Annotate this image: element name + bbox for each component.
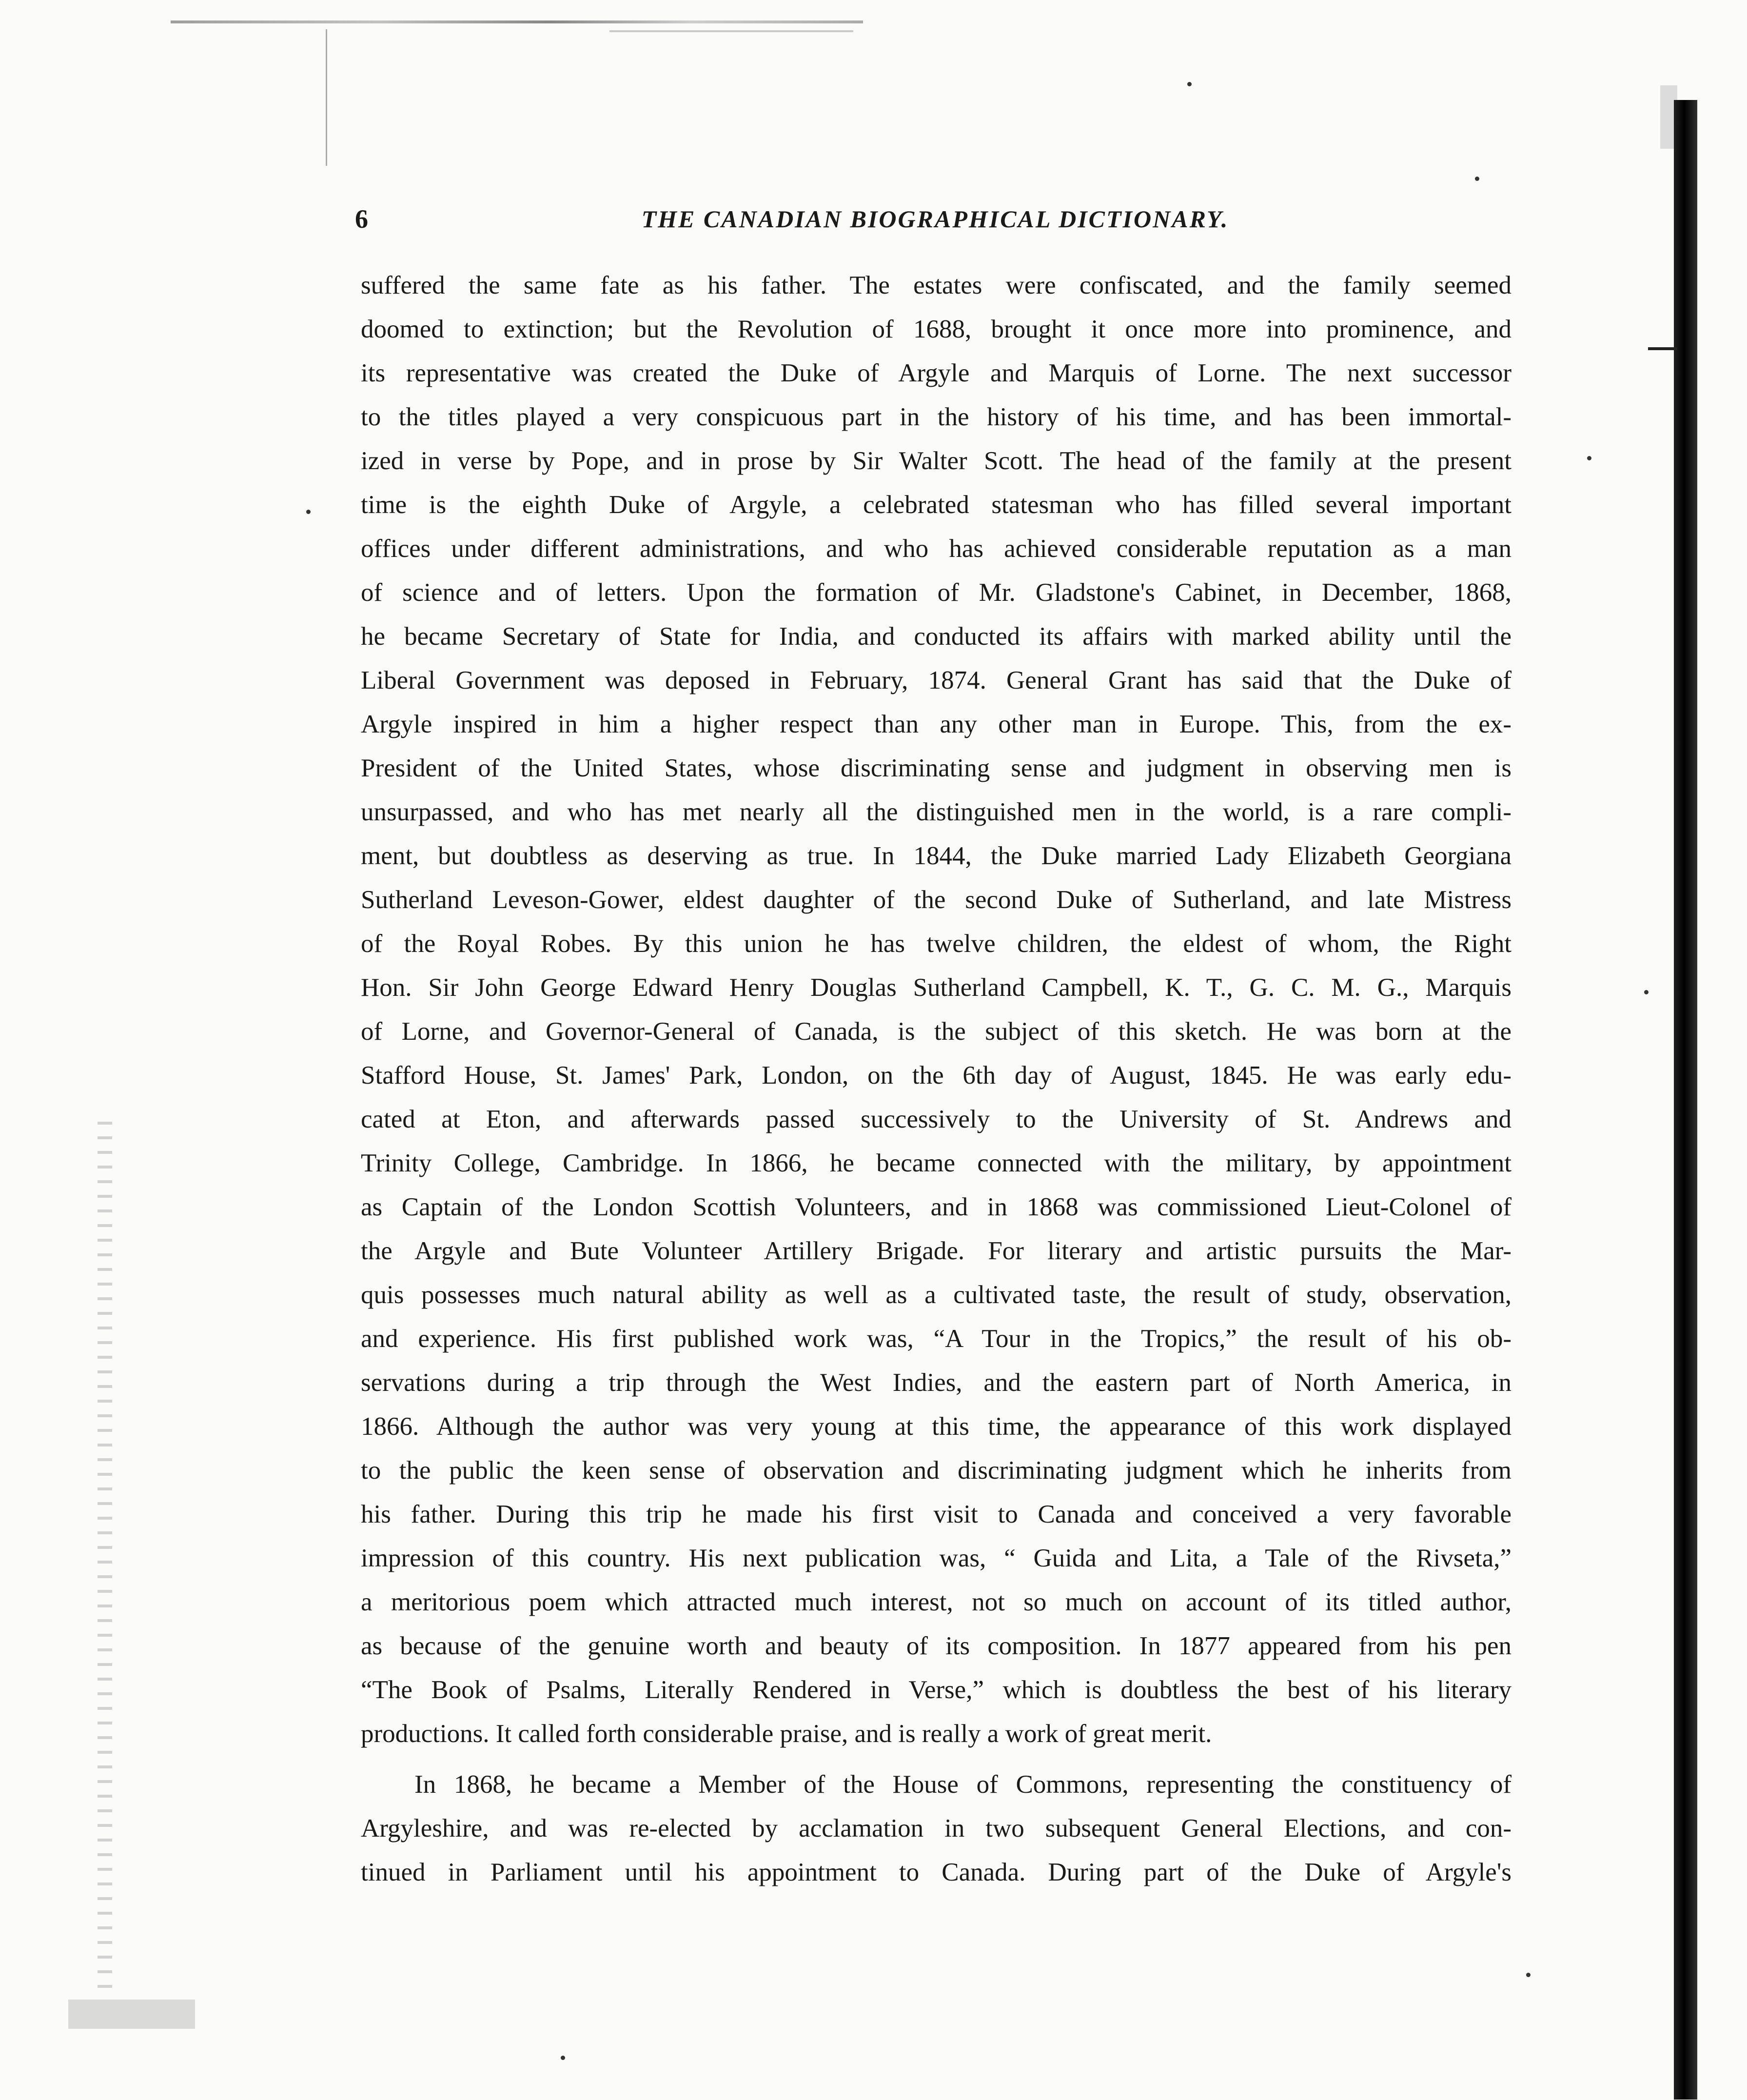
scan-artifact-left-speckle <box>98 1122 112 2000</box>
text-line: In 1868, he became a Member of the House of Commons, representing the constituency of <box>414 1770 1511 1799</box>
text-line: a meritorious poem which attracted much interest, not so much on account of its titled author, <box>361 1588 1511 1616</box>
running-title: THE CANADIAN BIOGRAPHICAL DICTIONARY. <box>641 205 1229 233</box>
text-line: impression of this country. His next publication was, “ Guida and Lita, a Tale of the Rivseta,” <box>361 1544 1511 1572</box>
body-text <box>361 263 1511 1894</box>
text-line: “The Book of Psalms, Literally Rendered in Verse,” which is doubtless the best of his literary <box>361 1676 1511 1704</box>
scan-artifact-notch <box>1648 347 1677 350</box>
scan-artifact-top-rule <box>171 20 863 23</box>
text-line: of the Royal Robes. By this union he has twelve children, the eldest of whom, the Right <box>361 930 1511 958</box>
text-line: tinued in Parliament until his appointment to Canada. During part of the Duke of Argyle's <box>361 1858 1511 1886</box>
scan-artifact-dot <box>1475 177 1479 181</box>
text-line: President of the United States, whose discriminating sense and judgment in observing men is <box>361 754 1511 782</box>
text-line: suffered the same fate as his father. The estates were confiscated, and the family seemed <box>361 271 1511 299</box>
scan-artifact-dot <box>561 2056 565 2060</box>
scan-artifact-dot <box>306 510 311 514</box>
text-line: unsurpassed, and who has met nearly all the distinguished men in the world, is a rare compli- <box>361 798 1511 826</box>
text-line: and experience. His first published work was, “A Tour in the Tropics,” the result of his ob- <box>361 1325 1511 1353</box>
running-head <box>355 204 1515 248</box>
text-line: Hon. Sir John George Edward Henry Douglas Sutherland Campbell, K. T., G. C. M. G., Marquis <box>361 973 1511 1002</box>
text-line: of Lorne, and Governor-General of Canada, is the subject of this sketch. He was born at the <box>361 1017 1511 1046</box>
text-line: offices under different administrations, and who has achieved considerable reputation as a man <box>361 535 1511 563</box>
scan-artifact-top-rule-faint <box>609 30 853 32</box>
scan-artifact-left-tick <box>326 29 327 166</box>
text-line: of science and of letters. Upon the formation of Mr. Gladstone's Cabinet, in December, 1868, <box>361 578 1511 607</box>
text-line: as Captain of the London Scottish Volunteers, and in 1868 was commissioned Lieut-Colonel of <box>361 1193 1511 1221</box>
text-line: Argyleshire, and was re-elected by acclamation in two subsequent General Elections, and con- <box>361 1814 1511 1842</box>
text-line: time is the eighth Duke of Argyle, a celebrated statesman who has filled several important <box>361 491 1511 519</box>
text-line: quis possesses much natural ability as well as a cultivated taste, the result of study, observation, <box>361 1281 1511 1309</box>
paragraph-gap <box>361 1756 1511 1763</box>
scan-artifact-dot <box>1187 82 1192 86</box>
page-number: 6 <box>355 204 368 234</box>
text-line: to the public the keen sense of observation and discriminating judgment which he inherits from <box>361 1456 1511 1485</box>
text-line: cated at Eton, and afterwards passed successively to the University of St. Andrews and <box>361 1105 1511 1133</box>
scan-artifact-bottom-smudge <box>68 2000 195 2029</box>
text-line: Sutherland Leveson-Gower, eldest daughter of the second Duke of Sutherland, and late Mistress <box>361 886 1511 914</box>
text-line: to the titles played a very conspicuous part in the history of his time, and has been immortal- <box>361 403 1511 431</box>
text-line: ized in verse by Pope, and in prose by Sir Walter Scott. The head of the family at the present <box>361 447 1511 475</box>
paragraph-2 <box>361 1763 1511 1894</box>
text-line: productions. It called forth considerable praise, and is really a work of great merit. <box>361 1720 1212 1748</box>
text-line: Liberal Government was deposed in February, 1874. General Grant has said that the Duke of <box>361 666 1511 694</box>
text-line: Trinity College, Cambridge. In 1866, he became connected with the military, by appointment <box>361 1149 1511 1177</box>
paragraph-1 <box>361 263 1511 1756</box>
text-line: Argyle inspired in him a higher respect than any other man in Europe. This, from the ex- <box>361 710 1511 738</box>
text-line: his father. During this trip he made his first visit to Canada and conceived a very favorable <box>361 1500 1511 1528</box>
text-line: servations during a trip through the West Indies, and the eastern part of North America, in <box>361 1368 1511 1397</box>
text-line: he became Secretary of State for India, and conducted its affairs with marked ability until the <box>361 622 1511 651</box>
text-line: the Argyle and Bute Volunteer Artillery Brigade. For literary and artistic pursuits the Mar- <box>361 1237 1511 1265</box>
text-line: as because of the genuine worth and beauty of its composition. In 1877 appeared from his pen <box>361 1632 1511 1660</box>
scan-artifact-dot <box>1526 1973 1531 1977</box>
text-line: ment, but doubtless as deserving as true. In 1844, the Duke married Lady Elizabeth Georgiana <box>361 842 1511 870</box>
text-line: its representative was created the Duke of Argyle and Marquis of Lorne. The next successor <box>361 359 1511 387</box>
scan-artifact-dot <box>1587 456 1591 460</box>
text-line: 1866. Although the author was very young at this time, the appearance of this work displayed <box>361 1412 1511 1441</box>
text-line: doomed to extinction; but the Revolution of 1688, brought it once more into prominence, and <box>361 315 1511 343</box>
text-line: Stafford House, St. James' Park, London, on the 6th day of August, 1845. He was early edu- <box>361 1061 1511 1090</box>
scan-artifact-binding-edge <box>1674 100 1697 2100</box>
scan-artifact-dot <box>1644 990 1649 994</box>
